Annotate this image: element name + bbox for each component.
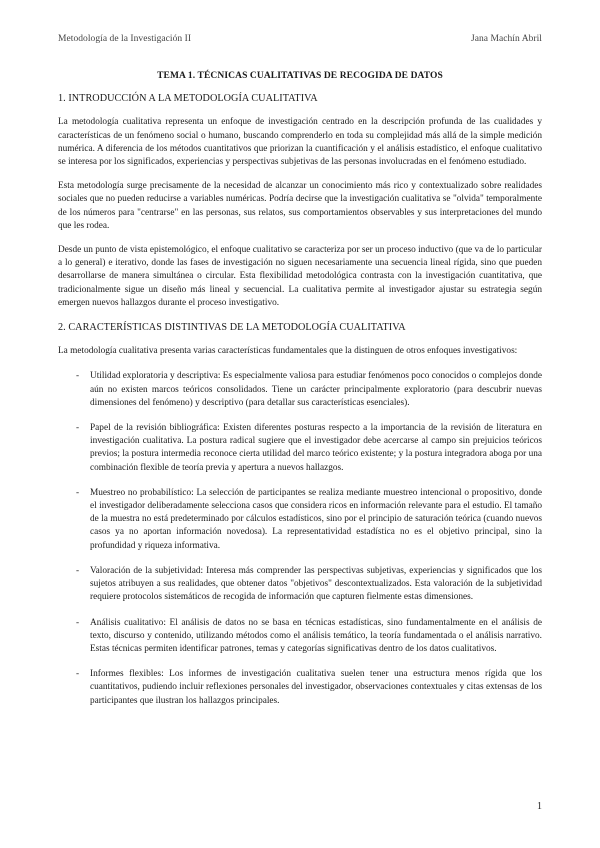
- list-item-text: Utilidad exploratoria y descriptiva: Es especialmente valiosa para estudiar fenómenos poco conocidos o complejos donde aún no existen marcos teóricos consolidados. Tiene un carácter principalmente exploratorio (para descubrir nuevas dimensiones del fenómeno) y descriptivo (para detallar sus características esenciales).: [90, 371, 542, 408]
- section-heading-characteristics: 2. CARACTERÍSTICAS DISTINTIVAS DE LA METODOLOGÍA CUALITATIVA: [58, 322, 406, 334]
- document-title: TEMA 1. TÉCNICAS CUALITATIVAS DE RECOGIDA DE DATOS: [157, 71, 443, 81]
- list-item: [58, 668, 542, 708]
- paragraph: Esta metodología surge precisamente de la necesidad de alcanzar un conocimiento más rico y contextualizado sobre realidades sociales que no pueden reducirse a variables numéricas. Podría decirse que la investigación cualitativa se "olvida" temporalmente de los números para "centrarse" en las personas, sus relatos, sus comportamientos observables y sus interpretaciones del mundo que les rodea.: [58, 181, 542, 231]
- list-item-text: Análisis cualitativo: El análisis de datos no se basa en técnicas estadísticas, sino fundamentalmente en el análisis de texto, discurso y contenido, utilizando métodos como el análisis temático, la teoría fundamentada o el análisis narrativo. Estas técnicas permiten identificar patrones, temas y categorías significativas dentro de los datos cualitativos.: [90, 617, 542, 654]
- bullet-dash: -: [76, 423, 80, 434]
- list-item: [58, 617, 542, 657]
- bullet-dash: -: [76, 487, 80, 498]
- paragraph: Desde un punto de vista epistemológico, el enfoque cualitativo se caracteriza por ser un proceso inductivo (que va de lo particular a lo general) e iterativo, donde las fases de investigación no siguen necesariamente una secuencia lineal rígida, sino que pueden desarrollarse de manera simultánea o circular. Esta flexibilidad metodológica contrasta con la investigación cuantitativa, que tradicionalmente sigue un diseño más lineal y secuencial. La cualitativa permite al investigador ajustar su estrategia según emergen nuevos hallazgos durante el proceso investigativo.: [58, 245, 542, 308]
- section-intro: La metodología cualitativa presenta varias características fundamentales que la distinguen de otros enfoques investigativos:: [58, 346, 518, 357]
- header-author: Jana Machín Abril: [470, 34, 542, 44]
- bullet-dash: -: [76, 565, 80, 576]
- section-heading-introduction: 1. INTRODUCCIÓN A LA METODOLOGÍA CUALITATIVA: [58, 93, 318, 105]
- paragraph: La metodología cualitativa representa un enfoque de investigación centrado en la descripción profunda de las cualidades y características de un fenómeno social o humano, buscando comprenderlo en toda su complejidad más allá de la simple medición numérica. A diferencia de los métodos cuantitativos que priorizan la cuantificación y el análisis estadístico, el enfoque cualitativo se interesa por los significados, experiencias y perspectivas subjetivas de las personas involucradas en el fenómeno estudiado.: [58, 117, 542, 168]
- list-item-text: Muestreo no probabilístico: La selección de participantes se realiza mediante muestreo intencional o propositivo, donde el investigador deliberadamente selecciona casos que considera ricos en información relevante para el estudio. El tamaño de la muestra no está predeterminado por cálculos estadísticos, sino por el principio de saturación teórica (cuando nuevos casos ya no aportan información novedosa). La representatividad estadística no es el objetivo principal, sino la profundidad y riqueza informativa.: [90, 487, 542, 551]
- document-body: [58, 70, 542, 720]
- bullet-dash: -: [76, 371, 80, 382]
- bullet-dash: -: [76, 669, 80, 680]
- page-number: 1: [537, 801, 542, 812]
- list-item-text: Informes flexibles: Los informes de investigación cualitativa suelen tener una estructura menos rígida que los cuantitativos, pudiendo incluir reflexiones personales del investigador, observaciones contextuales y citas extensas de los participantes que ilustran los hallazgos principales.: [90, 669, 542, 706]
- bullet-dash: -: [76, 617, 80, 628]
- list-item-text: Valoración de la subjetividad: Interesa más comprender las perspectivas subjetivas, experiencias y significados que los sujetos atribuyen a sus realidades, que obtener datos "objetivos" descontextualizados. Esta valoración de la subjetividad requiere protocolos sistemáticos de recogida de información que capturen fielmente estas dimensiones.: [90, 565, 542, 603]
- list-item-text: Papel de la revisión bibliográfica: Existen diferentes posturas respecto a la importancia de la revisión de literatura en investigación cualitativa. La postura radical sugiere que el investigador debe acercarse al campo sin prejuicios teóricos previos; la postura intermedia reconoce cierta utilidad del marco teórico existente; y la postura integradora aboga por una combinación flexible de teoría previa y apertura a nuevos hallazgos.: [90, 423, 542, 473]
- characteristics-list: [58, 370, 542, 707]
- page-header: [58, 34, 542, 44]
- list-item: [58, 422, 542, 475]
- header-course: Metodología de la Investigación II: [58, 34, 192, 44]
- list-item: [58, 370, 542, 410]
- list-item: [58, 565, 542, 605]
- list-item: [58, 487, 542, 553]
